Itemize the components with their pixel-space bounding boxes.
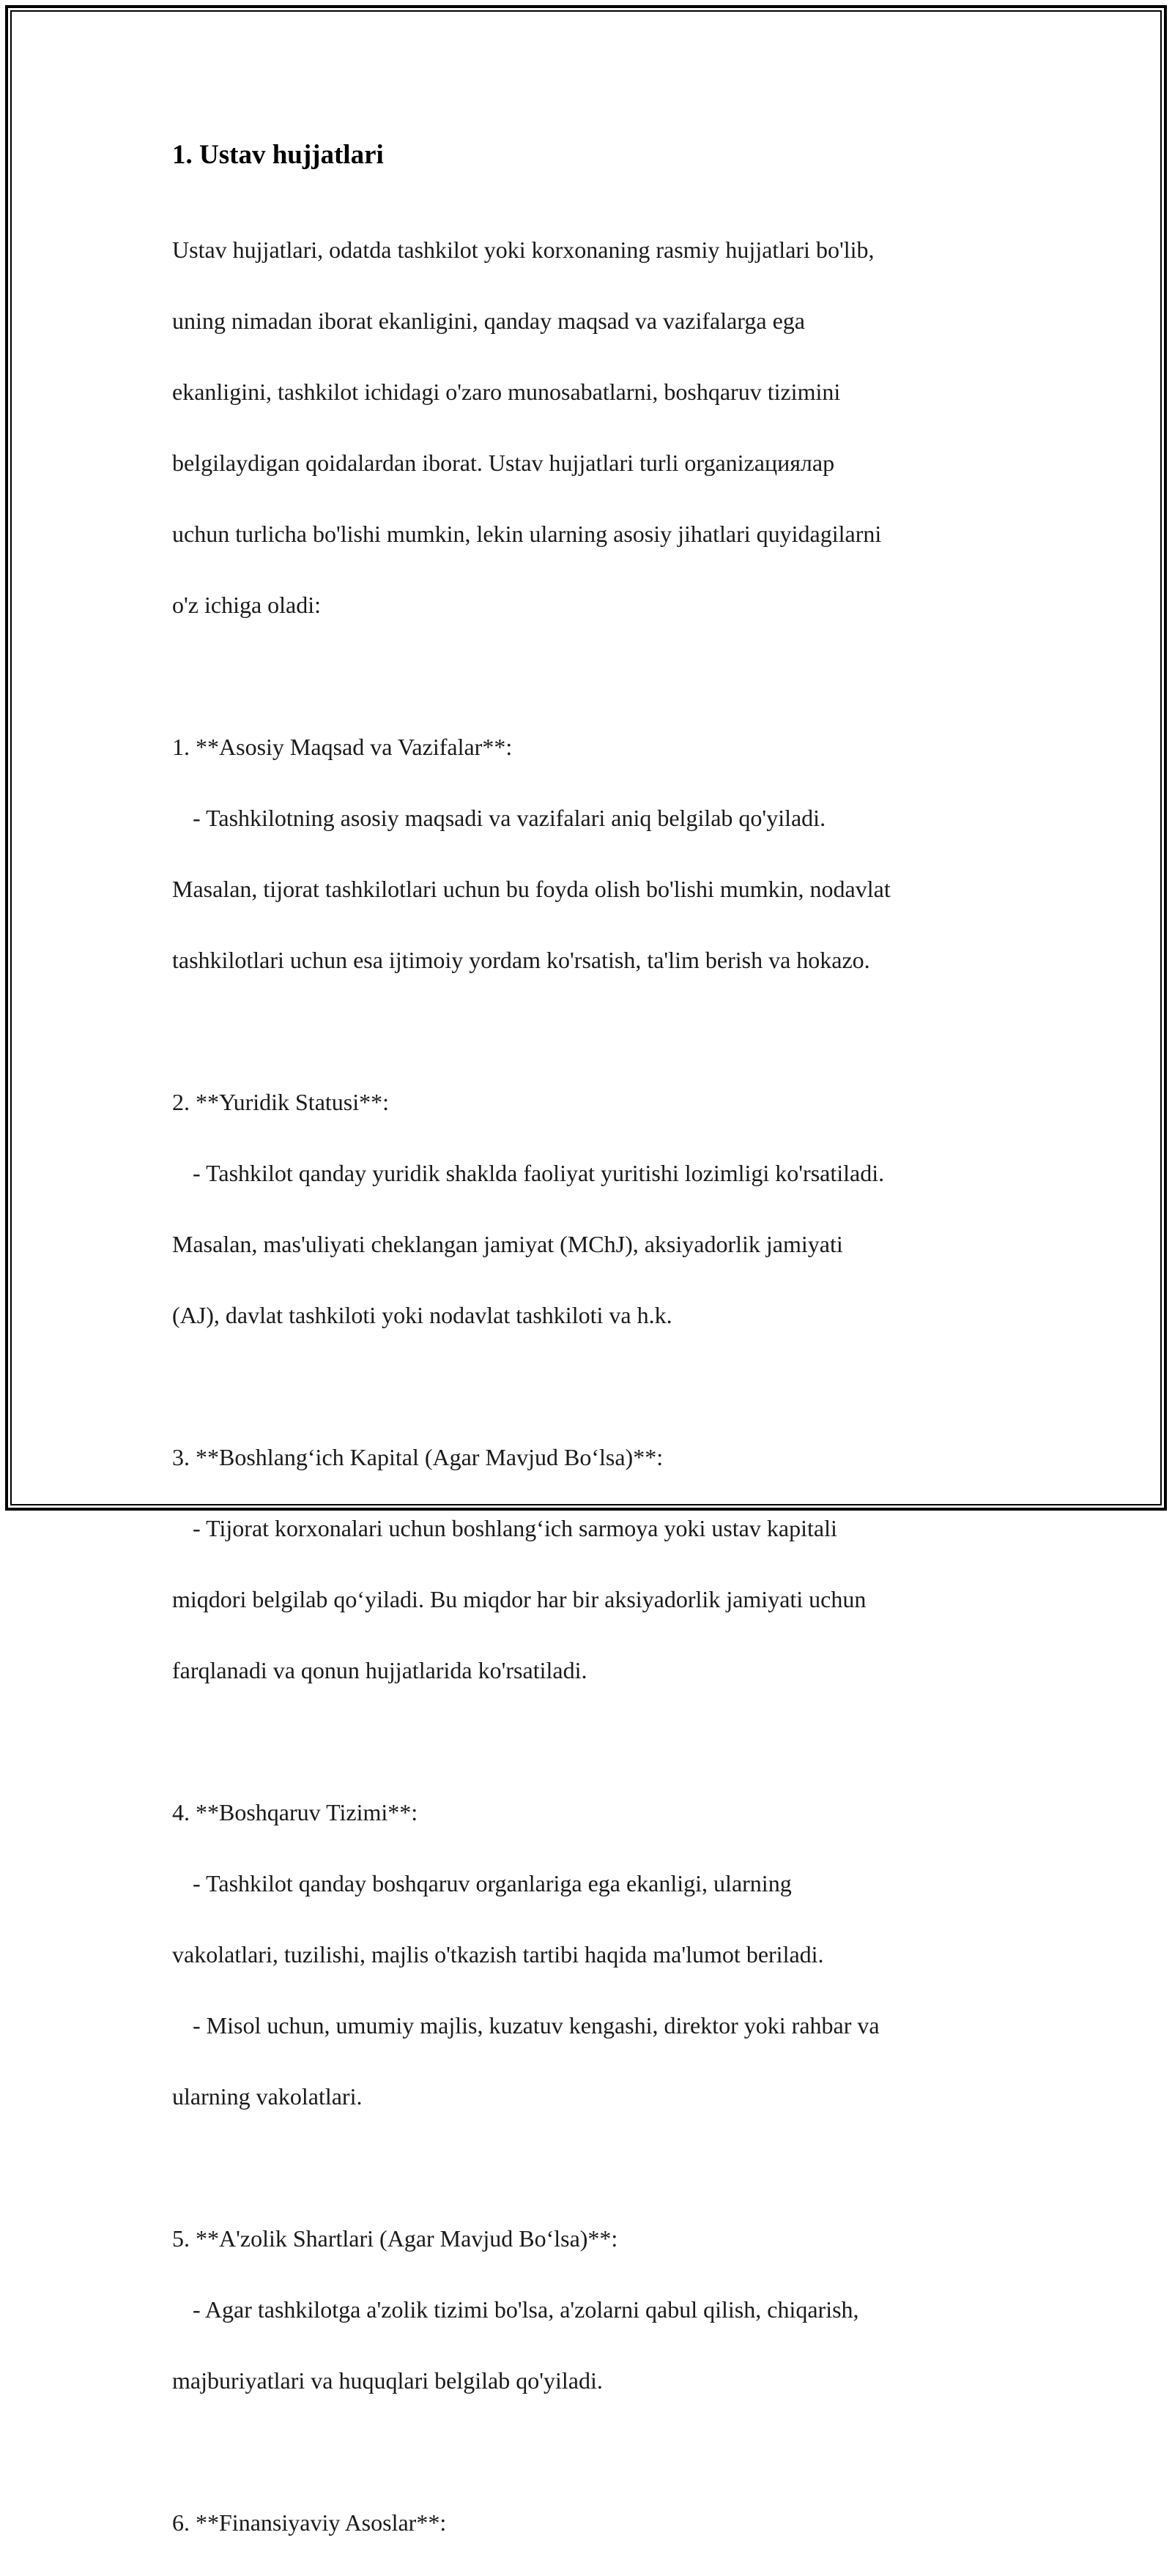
intro-paragraph (172, 196, 1022, 658)
intro-line: o'z ichiga oladi: (172, 591, 322, 618)
document-title: 1. Ustav hujjatlari (172, 140, 384, 170)
section-5 (172, 2185, 1022, 2434)
section-line: - Tijorat korxonalari uchun boshlang‘ich sarmoya yoki ustav kapitali (193, 1514, 837, 1541)
section-heading: 3. **Boshlang‘ich Kapital (Agar Mavjud Bo‘lsa)**: (172, 1443, 664, 1470)
intro-line: belgilaydigan qoidalardan iborat. Ustav hujjatlari turli organizациялар (172, 449, 835, 476)
section-line: - Agar tashkilotga a'zolik tizimi bo'lsa, a'zolarni qabul qilish, chiqarish, (193, 2296, 859, 2323)
section-line: (AJ), davlat tashkiloti yoki nodavlat tashkiloti va h.k. (172, 1301, 672, 1328)
section-line: - Tashkilotning asosiy maqsadi va vazifalari aniq belgilab qo'yiladi. (193, 804, 826, 831)
section-line: tashkilotlari uchun esa ijtimoiy yordam ko'rsatish, ta'lim berish va hokazo. (172, 946, 870, 973)
document-page (172, 136, 1022, 2576)
section-line: miqdori belgilab qo‘yiladi. Bu miqdor har bir aksiyadorlik jamiyati uchun (172, 1585, 867, 1612)
section-line: - Misol uchun, umumiy majlis, kuzatuv kengashi, direktor yoki rahbar va (193, 2011, 880, 2039)
section-line: Masalan, mas'uliyati cheklangan jamiyat (MChJ), aksiyadorlik jamiyati (172, 1230, 843, 1257)
section-heading: 1. **Asosiy Maqsad va Vazifalar**: (172, 733, 513, 760)
section-line: farqlanadi va qonun hujjatlarida ko'rsatiladi. (172, 1656, 587, 1683)
section-1 (172, 693, 1022, 1013)
section-line: Masalan, tijorat tashkilotlari uchun bu foyda olish bo'lishi mumkin, nodavlat (172, 875, 891, 902)
section-line: - Tashkilot qanday yuridik shaklda faoliyat yuritishi lozimligi ko'rsatiladi. (193, 1159, 885, 1186)
section-2 (172, 1049, 1022, 1369)
section-4 (172, 1759, 1022, 2150)
section-line: majburiyatlari va huquqlari belgilab qo'yiladi. (172, 2367, 603, 2394)
section-6 (172, 2469, 1022, 2576)
intro-line: ekanligini, tashkilot ichidagi o'zaro munosabatlarni, boshqaruv tizimini (172, 378, 841, 405)
section-line: ularning vakolatlari. (172, 2082, 363, 2110)
section-line: vakolatlari, tuzilishi, majlis o'tkazish tartibi haqida ma'lumot beriladi. (172, 1940, 824, 1968)
section-3 (172, 1404, 1022, 1724)
intro-line: uning nimadan iborat ekanligini, qanday maqsad va vazifalarga ega (172, 307, 805, 334)
section-line: - Tashkilot qanday boshqaruv organlariga ega ekanligi, ularning (193, 1869, 792, 1896)
section-heading: 5. **A'zolik Shartlari (Agar Mavjud Bo‘lsa)**: (172, 2225, 618, 2252)
section-heading: 4. **Boshqaruv Tizimi**: (172, 1798, 418, 1825)
section-heading: 6. **Finansiyaviy Asoslar**: (172, 2509, 447, 2536)
intro-line: Ustav hujjatlari, odatda tashkilot yoki korxonaning rasmiy hujjatlari bo'lib, (172, 236, 875, 263)
intro-line: uchun turlicha bo'lishi mumkin, lekin ularning asosiy jihatlari quyidagilarni (172, 520, 882, 547)
section-heading: 2. **Yuridik Statusi**: (172, 1088, 390, 1115)
